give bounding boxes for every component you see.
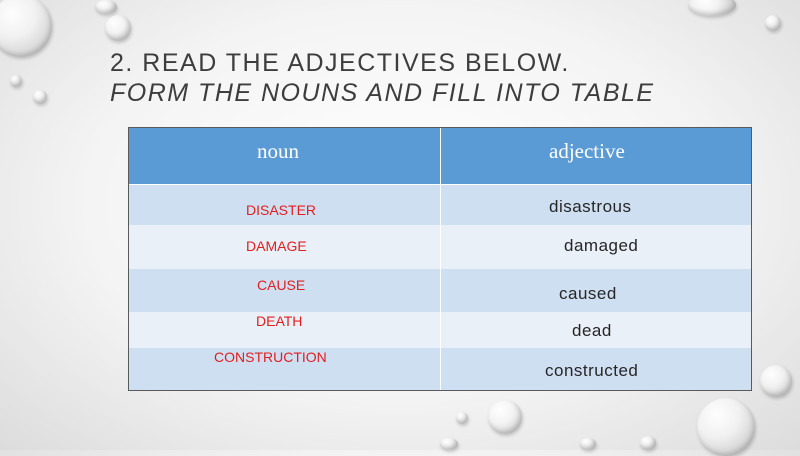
noun-cell: CAUSE xyxy=(257,277,306,293)
column-header-noun: noun xyxy=(257,139,299,163)
water-droplet xyxy=(488,400,522,434)
title-line-2: FORM THE NOUNS AND FILL INTO TABLE xyxy=(110,79,655,107)
title-line-1: 2. READ THE ADJECTIVES BELOW. xyxy=(110,49,570,77)
water-droplet xyxy=(456,412,468,424)
column-divider xyxy=(440,128,441,390)
noun-cell: DEATH xyxy=(256,313,303,329)
water-droplet xyxy=(580,438,596,450)
slide-title xyxy=(110,48,655,108)
water-droplet xyxy=(697,398,755,456)
noun-cell: DISASTER xyxy=(246,202,317,218)
water-droplet xyxy=(688,0,736,16)
noun-cell: DAMAGE xyxy=(246,238,307,254)
water-droplet xyxy=(95,0,117,14)
water-droplet xyxy=(105,15,131,41)
water-droplet xyxy=(640,436,656,450)
column-header-adjective: adjective xyxy=(549,139,625,163)
noun-adjective-table xyxy=(128,127,752,391)
noun-cell: CONSTRUCTION xyxy=(214,349,327,365)
adjective-cell: caused xyxy=(559,284,617,303)
water-droplet xyxy=(0,0,52,57)
water-droplet xyxy=(33,90,47,104)
adjective-cell: dead xyxy=(572,321,612,340)
water-droplet xyxy=(440,438,458,450)
water-droplet xyxy=(760,365,792,397)
water-droplet xyxy=(765,15,781,31)
adjective-cell: disastrous xyxy=(549,197,632,216)
adjective-cell: damaged xyxy=(564,236,639,255)
adjective-cell: constructed xyxy=(545,361,639,380)
water-droplet xyxy=(10,75,22,87)
